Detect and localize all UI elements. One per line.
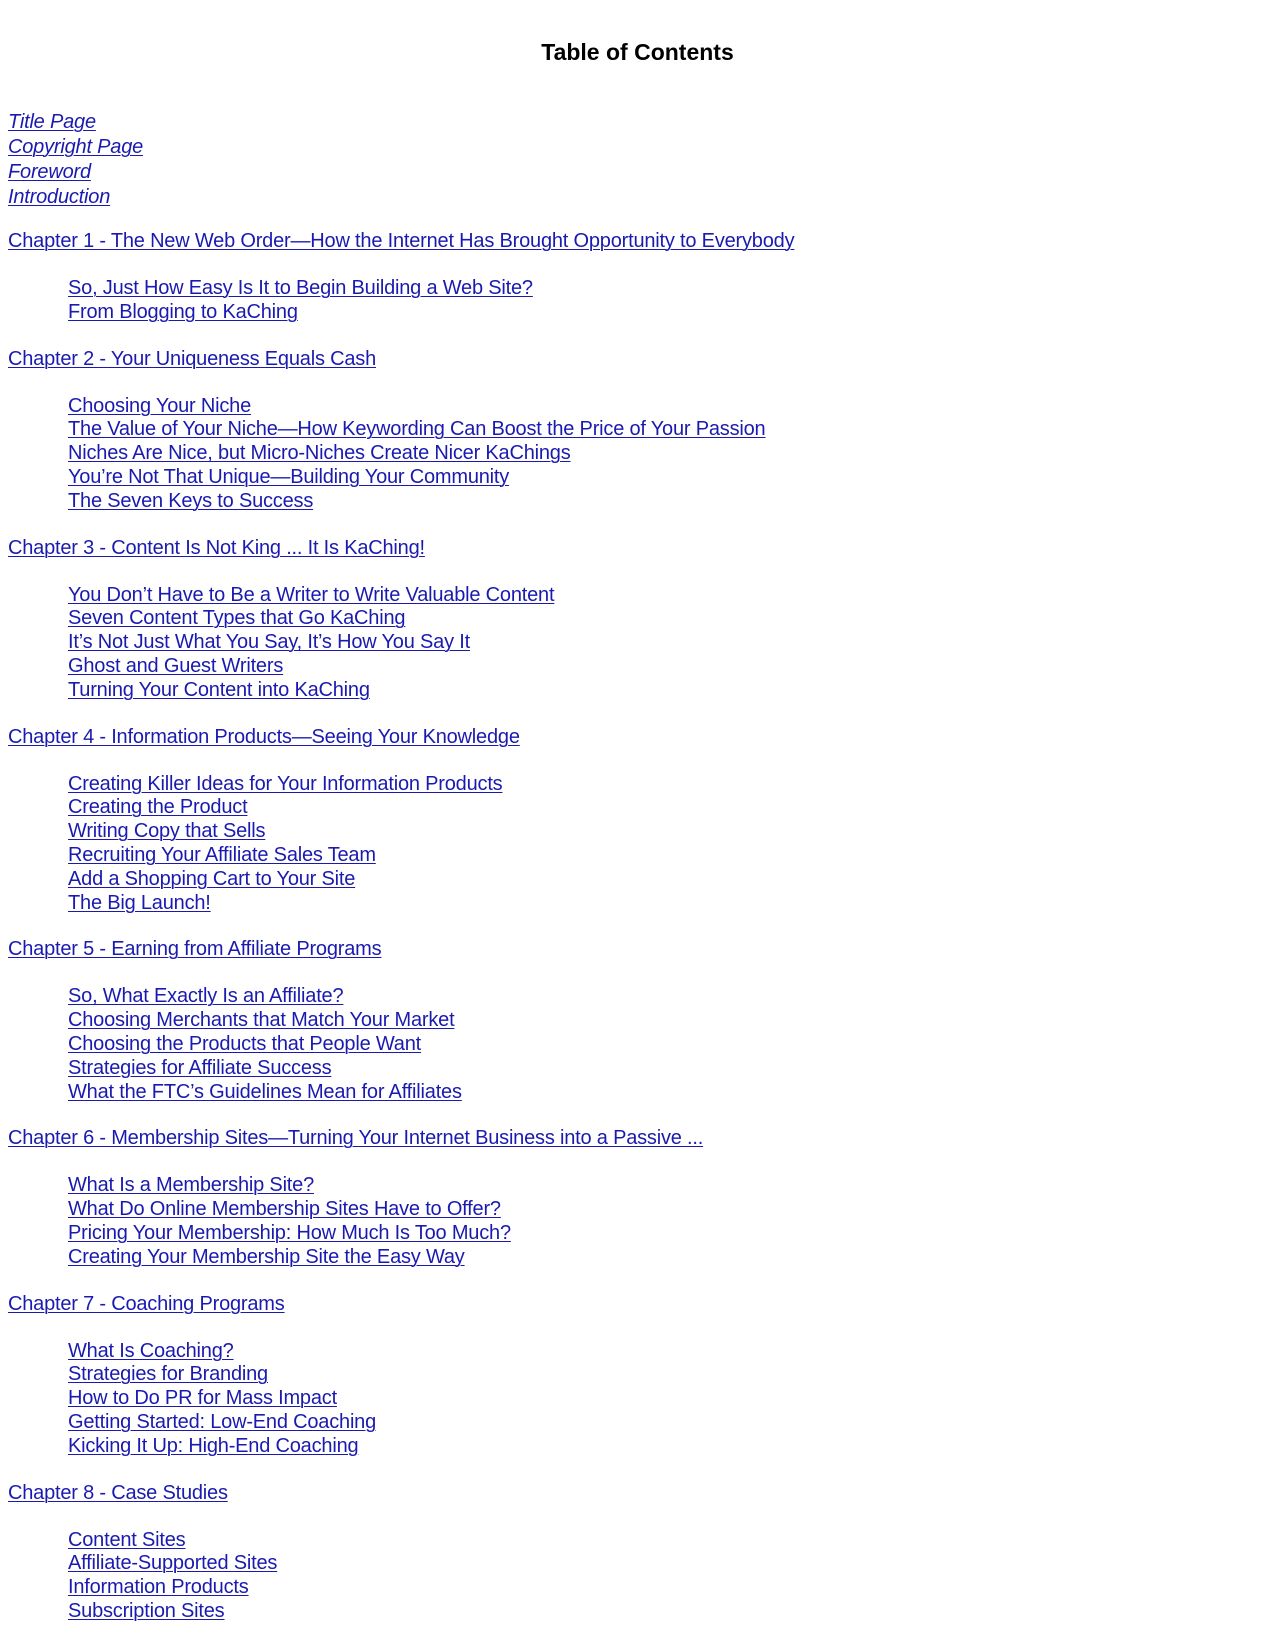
chapter-7 bbox=[0, 1293, 1275, 1459]
section-list bbox=[68, 584, 1275, 703]
section-item bbox=[68, 868, 1275, 892]
section-item bbox=[68, 985, 1275, 1009]
section-link[interactable]: Choosing Merchants that Match Your Market bbox=[68, 1009, 455, 1032]
chapter-8-link[interactable]: Chapter 8 - Case Studies bbox=[8, 1481, 228, 1504]
section-item bbox=[68, 1363, 1275, 1387]
section-link[interactable]: Choosing Your Niche bbox=[68, 394, 251, 417]
chapter-3 bbox=[0, 537, 1275, 703]
front-matter-item bbox=[8, 160, 143, 185]
section-link[interactable]: Strategies for Branding bbox=[68, 1363, 268, 1386]
section-list bbox=[68, 773, 1275, 916]
section-item bbox=[68, 1340, 1275, 1364]
section-list bbox=[68, 1529, 1275, 1624]
link-copyright-page[interactable]: Copyright Page bbox=[8, 136, 144, 158]
section-list bbox=[68, 1174, 1275, 1269]
chapter-4-link[interactable]: Chapter 4 - Information Products—Seeing Your Knowledge bbox=[8, 725, 520, 748]
section-item bbox=[68, 679, 1275, 703]
chapter-heading bbox=[8, 348, 1275, 371]
section-item bbox=[68, 1411, 1275, 1435]
section-item bbox=[68, 892, 1275, 916]
section-link[interactable]: Recruiting Your Affiliate Sales Team bbox=[68, 843, 376, 866]
section-link[interactable]: The Seven Keys to Success bbox=[68, 489, 314, 512]
section-item bbox=[68, 1552, 1275, 1576]
section-link[interactable]: Affiliate-Supported Sites bbox=[68, 1552, 278, 1575]
section-link[interactable]: Turning Your Content into KaChing bbox=[68, 678, 370, 701]
section-link[interactable]: What Do Online Membership Sites Have to Offer? bbox=[68, 1198, 501, 1221]
section-item bbox=[68, 631, 1275, 655]
section-item bbox=[68, 1529, 1275, 1553]
chapter-5 bbox=[0, 938, 1275, 1104]
section-item bbox=[68, 607, 1275, 631]
section-link[interactable]: You Don’t Have to Be a Writer to Write Valuable Content bbox=[68, 583, 555, 606]
section-link[interactable]: Choosing the Products that People Want bbox=[68, 1032, 421, 1055]
section-link[interactable]: Creating the Product bbox=[68, 796, 248, 819]
section-item bbox=[68, 584, 1275, 608]
section-item bbox=[68, 655, 1275, 679]
section-item bbox=[68, 1246, 1275, 1270]
chapter-heading bbox=[8, 1127, 1275, 1150]
section-item bbox=[68, 1174, 1275, 1198]
link-foreword[interactable]: Foreword bbox=[8, 161, 91, 183]
section-link[interactable]: Writing Copy that Sells bbox=[68, 820, 266, 843]
section-list bbox=[68, 985, 1275, 1104]
section-link[interactable]: Add a Shopping Cart to Your Site bbox=[68, 867, 356, 890]
front-matter-list bbox=[8, 110, 143, 210]
section-item bbox=[68, 796, 1275, 820]
chapter-heading bbox=[8, 726, 1275, 749]
section-item bbox=[68, 1222, 1275, 1246]
link-title-page[interactable]: Title Page bbox=[8, 111, 96, 133]
chapter-5-link[interactable]: Chapter 5 - Earning from Affiliate Programs bbox=[8, 938, 382, 961]
section-link[interactable]: What the FTC’s Guidelines Mean for Affiliates bbox=[68, 1080, 462, 1103]
section-item bbox=[68, 844, 1275, 868]
front-matter-item bbox=[8, 135, 143, 160]
section-item bbox=[68, 1387, 1275, 1411]
chapter-4 bbox=[0, 726, 1275, 916]
link-introduction[interactable]: Introduction bbox=[8, 186, 111, 208]
section-link[interactable]: Niches Are Nice, but Micro-Niches Create Nicer KaChings bbox=[68, 442, 571, 465]
chapter-6-link[interactable]: Chapter 6 - Membership Sites—Turning Your Internet Business into a Passive ... bbox=[8, 1127, 704, 1150]
section-item bbox=[68, 1033, 1275, 1057]
chapter-heading bbox=[8, 1293, 1275, 1316]
chapter-8 bbox=[0, 1482, 1275, 1624]
section-item bbox=[68, 1198, 1275, 1222]
chapter-6 bbox=[0, 1127, 1275, 1269]
section-list bbox=[68, 395, 1275, 514]
section-item bbox=[68, 1576, 1275, 1600]
section-link[interactable]: It’s Not Just What You Say, It’s How You Say It bbox=[68, 631, 470, 654]
section-link[interactable]: You’re Not That Unique—Building Your Community bbox=[68, 465, 510, 488]
front-matter-item bbox=[8, 185, 143, 210]
chapter-1-link[interactable]: Chapter 1 - The New Web Order—How the Internet Has Brought Opportunity to Everybody bbox=[8, 230, 795, 252]
chapter-heading bbox=[8, 230, 1275, 253]
section-item bbox=[68, 1057, 1275, 1081]
section-link[interactable]: Subscription Sites bbox=[68, 1599, 225, 1622]
section-link[interactable]: Ghost and Guest Writers bbox=[68, 654, 284, 677]
section-item bbox=[68, 490, 1275, 514]
chapter-1 bbox=[0, 230, 1275, 325]
section-link[interactable]: How to Do PR for Mass Impact bbox=[68, 1387, 337, 1410]
section-link[interactable]: Kicking It Up: High-End Coaching bbox=[68, 1434, 359, 1457]
section-item bbox=[68, 1009, 1275, 1033]
section-link[interactable]: Creating Killer Ideas for Your Information Products bbox=[68, 772, 503, 795]
section-item bbox=[68, 466, 1275, 490]
chapter-2 bbox=[0, 348, 1275, 514]
front-matter-item bbox=[8, 110, 143, 135]
chapter-list bbox=[0, 230, 1275, 1647]
section-link[interactable]: What Is a Membership Site? bbox=[68, 1174, 315, 1197]
section-link[interactable]: The Big Launch! bbox=[68, 891, 211, 914]
section-link[interactable]: What Is Coaching? bbox=[68, 1339, 234, 1362]
section-list bbox=[68, 277, 1275, 325]
section-item bbox=[68, 442, 1275, 466]
section-link[interactable]: Strategies for Affiliate Success bbox=[68, 1056, 332, 1079]
section-link[interactable]: The Value of Your Niche—How Keywording Can Boost the Price of Your Passion bbox=[68, 418, 766, 441]
chapter-heading bbox=[8, 537, 1275, 560]
chapter-heading bbox=[8, 1482, 1275, 1505]
section-link[interactable]: Information Products bbox=[68, 1576, 249, 1599]
section-item bbox=[68, 277, 1275, 301]
section-link[interactable]: From Blogging to KaChing bbox=[68, 300, 298, 323]
section-list bbox=[68, 1340, 1275, 1459]
section-item bbox=[68, 820, 1275, 844]
section-link[interactable]: So, What Exactly Is an Affiliate? bbox=[68, 985, 344, 1008]
section-item bbox=[68, 1435, 1275, 1459]
section-item bbox=[68, 301, 1275, 325]
page-title: Table of Contents bbox=[541, 39, 734, 65]
section-item bbox=[68, 1600, 1275, 1624]
section-link[interactable]: Getting Started: Low-End Coaching bbox=[68, 1410, 377, 1433]
chapter-7-link[interactable]: Chapter 7 - Coaching Programs bbox=[8, 1292, 285, 1315]
section-item bbox=[68, 418, 1275, 442]
chapter-2-link[interactable]: Chapter 2 - Your Uniqueness Equals Cash bbox=[8, 347, 376, 370]
chapter-heading bbox=[8, 938, 1275, 961]
section-link[interactable]: Pricing Your Membership: How Much Is Too Much? bbox=[68, 1221, 511, 1244]
section-item bbox=[68, 395, 1275, 419]
section-link[interactable]: So, Just How Easy Is It to Begin Building a Web Site? bbox=[68, 277, 533, 299]
section-link[interactable]: Content Sites bbox=[68, 1528, 186, 1551]
section-link[interactable]: Seven Content Types that Go KaChing bbox=[68, 607, 406, 630]
section-item bbox=[68, 773, 1275, 797]
section-link[interactable]: Creating Your Membership Site the Easy Way bbox=[68, 1245, 465, 1268]
section-item bbox=[68, 1081, 1275, 1105]
chapter-3-link[interactable]: Chapter 3 - Content Is Not King ... It Is KaChing! bbox=[8, 536, 425, 559]
